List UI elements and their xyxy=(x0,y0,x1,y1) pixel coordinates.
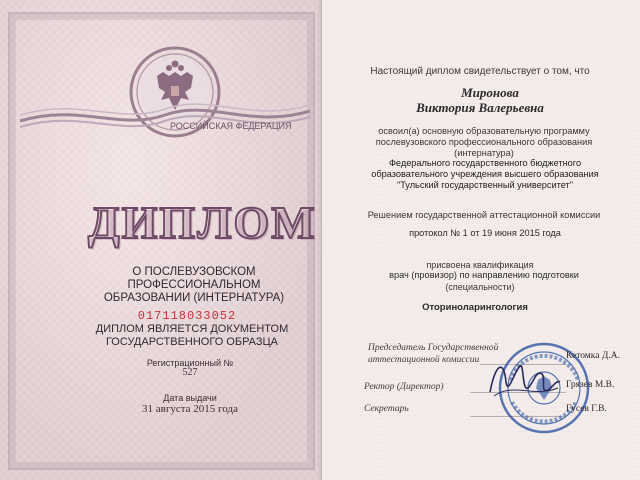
issue-date: 31 августа 2015 года xyxy=(142,403,238,415)
rector-name: Грязев М.В. xyxy=(566,380,615,390)
program-statement: освоил(а) основную образовательную программу послевузовского профессионального образования (интернатура) xyxy=(375,126,593,158)
protocol-reference: протокол № 1 от 19 июня 2015 года xyxy=(409,228,561,238)
secretary-label: Секретарь xyxy=(364,404,409,414)
serial-number: 017118033052 xyxy=(137,309,237,323)
holder-surname: Миронова xyxy=(461,85,519,100)
handwritten-signature xyxy=(484,352,564,404)
chair-label: Председатель Государственной аттестационной комиссии xyxy=(368,343,499,365)
government-document-note: ДИПЛОМ ЯВЛЯЕТСЯ ДОКУМЕНТОМ ГОСУДАРСТВЕННОГО ОБРАЗЦА xyxy=(95,323,289,348)
qualification-awarded-label: присвоена квалификация xyxy=(426,260,534,270)
commission-decision: Решением государственной аттестационной комиссии xyxy=(367,210,601,220)
certifies-text: Настоящий диплом свидетельствует о том, что xyxy=(370,66,590,77)
rector-label: Ректор (Директор) xyxy=(364,382,444,392)
diploma-subtitle: О ПОСЛЕВУЗОВСКОМ ПРОФЕССИОНАЛЬНОМ ОБРАЗОВАНИИ (ИНТЕРНАТУРА) xyxy=(103,266,285,304)
holder-given-names: Виктория Валерьевна xyxy=(416,100,544,115)
university-name: Федерального государственного бюджетного образовательного учреждения высшего образования "Тульский государственный университет" xyxy=(371,158,599,190)
chair-name: Кетомка Д.А. xyxy=(566,351,620,361)
diploma-title: ДИПЛОМ xyxy=(88,197,317,248)
registration-number: 527 xyxy=(182,367,198,378)
secretary-name: Гусев Г.В. xyxy=(566,404,607,414)
ribbon-text: РОССИЙСКАЯ ФЕДЕРАЦИЯ xyxy=(170,121,292,131)
issue-date-label: Дата выдачи xyxy=(163,393,217,403)
specialty-name: Оториноларингология xyxy=(422,302,528,313)
decorative-ribbon xyxy=(20,95,310,135)
qualification-text: врач (провизор) по направлению подготовки xyxy=(389,270,579,280)
specialty-note: (специальности) xyxy=(445,282,515,292)
registration-label: Регистрационный № xyxy=(146,358,234,368)
